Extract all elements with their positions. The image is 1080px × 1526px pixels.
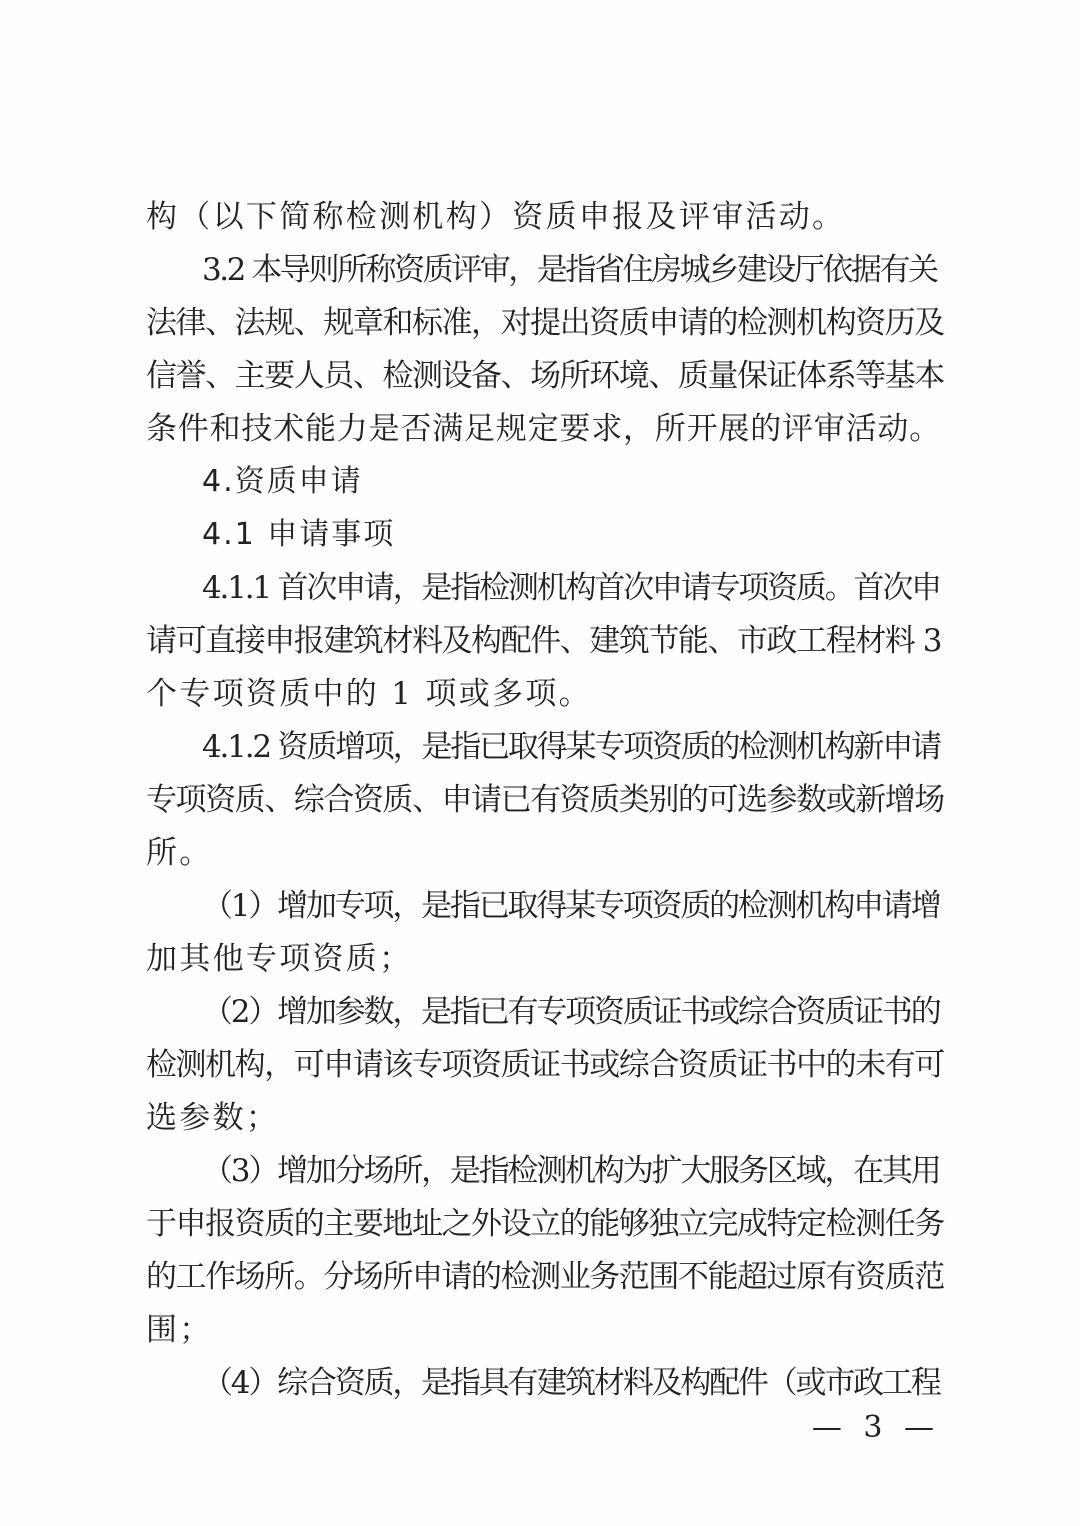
body-line-9: 请可直接申报建筑材料及构配件、建筑节能、市政工程材料 3 <box>146 623 941 659</box>
body-line-20: 于申报资质的主要地址之外设立的能够独立完成特定检测任务 <box>146 1206 944 1242</box>
body-line-16: （2）增加参数，是指已有专项资质证书或综合资质证书的 <box>202 994 940 1030</box>
body-line-23: （4）综合资质，是指具有建筑材料及构配件（或市政工程 <box>202 1365 940 1401</box>
section-heading-4: 4.资质申请 <box>202 464 363 499</box>
body-line-19: （3）增加分场所，是指检测机构为扩大服务区域，在其用 <box>202 1153 940 1189</box>
body-line-13: 所。 <box>146 835 213 871</box>
body-line-1: 构（以下简称检测机构）资质申报及评审活动。 <box>146 199 846 235</box>
page-number: — 3 — <box>811 1410 940 1445</box>
body-line-8: 4.1.1 首次申请，是指检测机构首次申请专项资质。首次申 <box>202 570 940 606</box>
body-line-3: 法律、法规、规章和标准，对提出资质申请的检测机构资历及 <box>146 305 944 341</box>
body-line-15: 加其他专项资质； <box>146 941 413 977</box>
body-line-21: 的工作场所。分场所申请的检测业务范围不能超过原有资质范 <box>146 1259 944 1295</box>
body-line-22: 围； <box>146 1312 213 1348</box>
body-line-2: 3.2 本导则所称资质评审，是指省住房城乡建设厅依据有关 <box>202 252 937 288</box>
subsection-heading-4-1: 4.1 申请事项 <box>202 517 396 552</box>
body-line-18: 选参数； <box>146 1100 280 1136</box>
body-line-5: 条件和技术能力是否满足规定要求，所开展的评审活动。 <box>146 411 941 447</box>
body-line-12: 专项资质、综合资质、申请已有资质类别的可选参数或新增场 <box>146 782 944 818</box>
body-line-11: 4.1.2 资质增项，是指已取得某专项资质的检测机构新申请 <box>202 729 940 765</box>
body-line-17: 检测机构，可申请该专项资质证书或综合资质证书中的未有可 <box>146 1047 944 1083</box>
body-line-14: （1）增加专项，是指已取得某专项资质的检测机构申请增 <box>202 888 940 924</box>
body-line-4: 信誉、主要人员、检测设备、场所环境、质量保证体系等基本 <box>146 358 944 394</box>
body-line-10: 个专项资质中的 1 项或多项。 <box>146 676 592 712</box>
